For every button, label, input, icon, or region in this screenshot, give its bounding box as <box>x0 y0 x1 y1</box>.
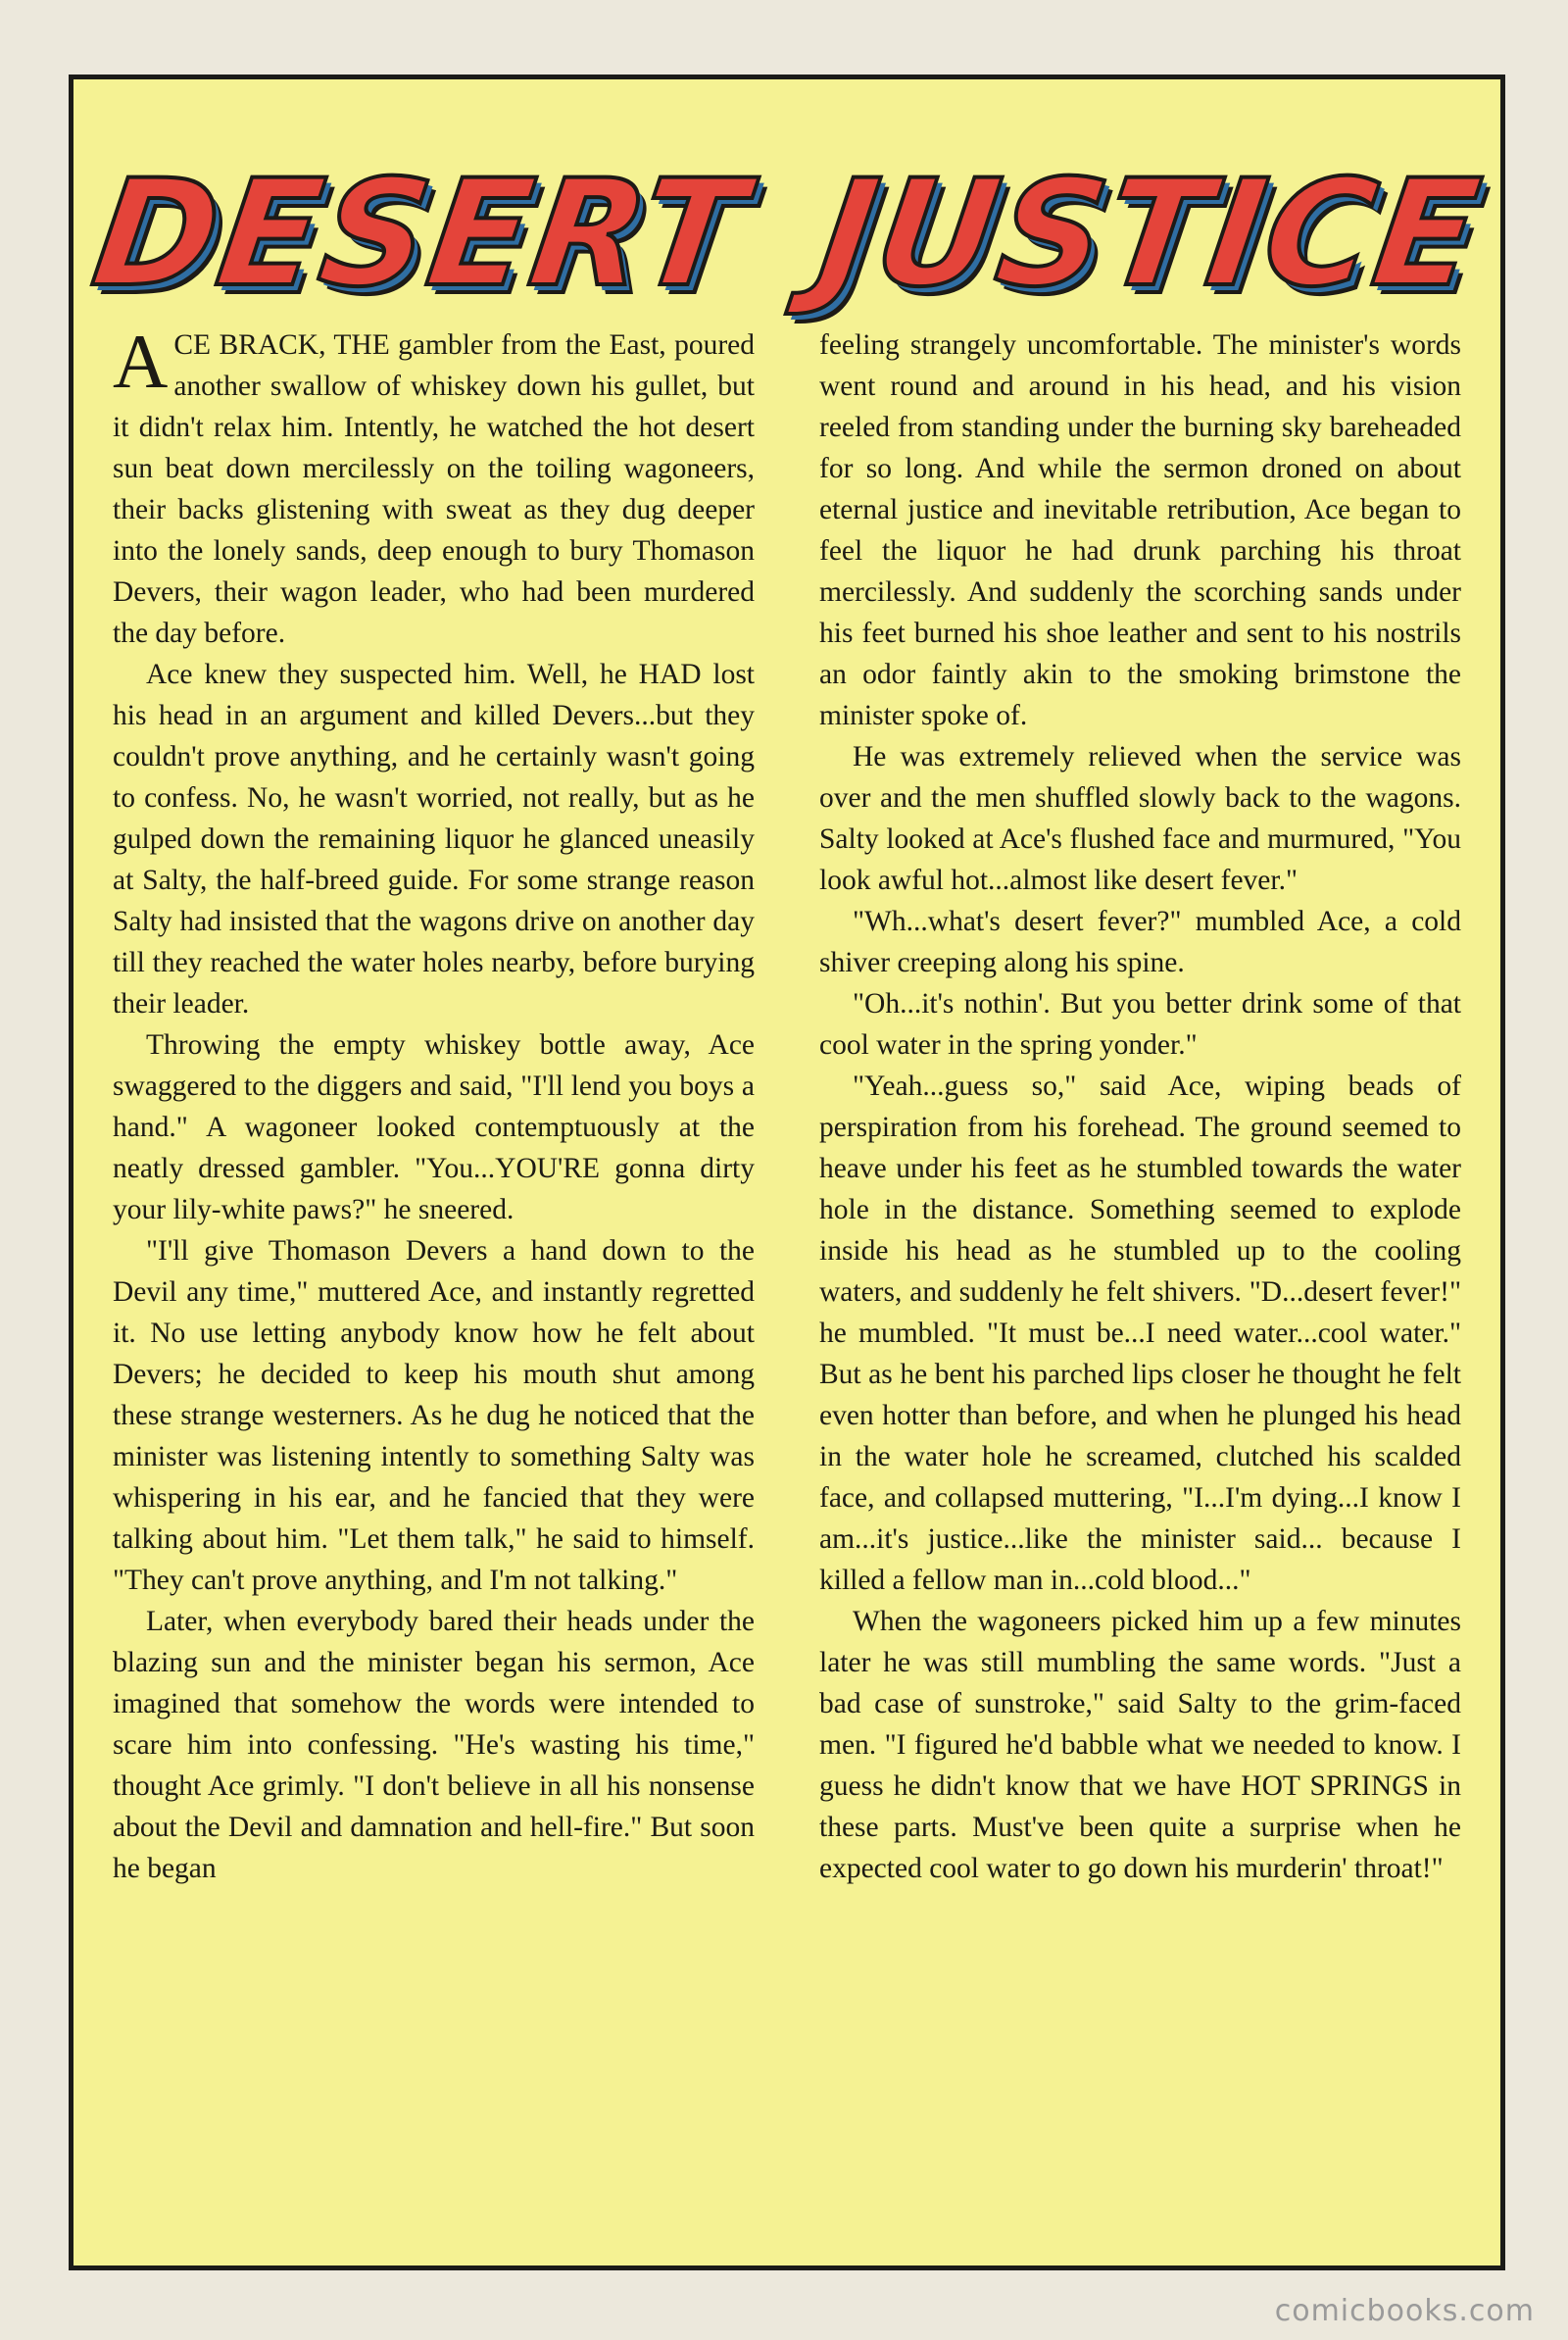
title-word-justice: JUSTICE <box>808 148 1491 320</box>
paragraph: feeling strangely uncomfortable. The minister's words went round and around in his head, and his vision reeled from standing under the burning sky bareheaded for so long. And while the sermon droned on about eternal justice and inevitable retribution, Ace began to feel the liquor he had drunk parching his throat mercilessly. And suddenly the scorching sands under his feet burned his shoe leather and sent to his nostrils an odor faintly akin to the smoking brimstone the minister spoke of. <box>819 329 1461 731</box>
paragraph: He was extremely relieved when the service was over and the men shuffled slowly back to the wagons. Salty looked at Ace's flushed face and murmured, "You look awful hot...almost like desert fever." <box>819 741 1461 896</box>
story-panel <box>69 75 1505 2270</box>
story-title <box>74 128 1500 339</box>
title-word-desert: DESERT <box>83 148 756 320</box>
site-watermark: comicbooks.com <box>1274 2294 1535 2328</box>
text-columns <box>113 319 1461 2226</box>
drop-cap: A <box>113 319 169 404</box>
paragraph: When the wagoneers picked him up a few minutes later he was still mumbling the same words. "Just a bad case of sunstroke," said Salty to the grim-faced men. "I figured he'd babble what we needed to know. I guess he didn't know that we have HOT SPRINGS in these parts. Must've been quite a surprise when he expected cool water to go down his murderin' throat!" <box>819 1606 1461 1884</box>
paragraph: "Oh...it's nothin'. But you better drink some of that cool water in the spring yonder." <box>819 988 1461 1061</box>
paragraph: Later, when everybody bared their heads under the blazing sun and the minister began his sermon, Ace imagined that somehow the words were intended to scare him into confessing. "He's wasting his time," thought Ace grimly. "I don't believe in all his nonsense about the Devil and damnation and hell-fire." But soon he began <box>113 1606 755 1884</box>
paragraph: Ace knew they suspected him. Well, he HAD lost his head in an argument and killed Devers...but they couldn't prove anything, and he certainly wasn't going to confess. No, he wasn't worried, not really, but as he gulped down the remaining liquor he glanced uneasily at Salty, the half-breed guide. For some strange reason Salty had insisted that the wagons drive on another day till they reached the water holes nearby, before burying their leader. <box>113 659 755 1020</box>
text-column-right <box>819 324 1461 2226</box>
paragraph <box>113 319 755 654</box>
paragraph-text: CE BRACK, THE gambler from the East, poured another swallow of whiskey down his gullet, but it didn't relax him. Intently, he watched the hot desert sun beat down mercilessly on the toiling wagoneers, their backs glistening with sweat as they dug deeper into the lonely sands, deep enough to bury Thomason Devers, their wagon leader, who had been murdered the day before. <box>113 329 755 649</box>
paragraph: "Wh...what's desert fever?" mumbled Ace, a cold shiver creeping along his spine. <box>819 906 1461 978</box>
paragraph: "I'll give Thomason Devers a hand down to the Devil any time," muttered Ace, and instantly regretted it. No use letting anybody know how he felt about Devers; he decided to keep his mouth shut among these strange westerners. As he dug he noticed that the minister was listening intently to something Salty was whispering in his ear, and he fancied that they were talking about him. "Let them talk," he said to himself. "They can't prove anything, and I'm not talking." <box>113 1235 755 1596</box>
text-column-left <box>113 319 755 2226</box>
paragraph: "Yeah...guess so," said Ace, wiping beads of perspiration from his forehead. The ground seemed to heave under his feet as he stumbled towards the water hole in the distance. Something seemed to explode inside his head as he stumbled up to the cooling waters, and suddenly he felt shivers. "D...desert fever!" he mumbled. "It must be...I need water...cool water." But as he bent his parched lips closer he thought he felt even hotter than before, and when he plunged his head in the water hole he screamed, clutched his scalded face, and collapsed muttering, "I...I'm dying...I know I am...it's justice...like the minister said... because I killed a fellow man in...cold blood..." <box>819 1070 1461 1596</box>
paragraph: Throwing the empty whiskey bottle away, Ace swaggered to the diggers and said, "I'll lend you boys a hand." A wagoneer looked contemptuously at the neatly dressed gambler. "You...YOU'RE gonna dirty your lily-white paws?" he sneered. <box>113 1029 755 1225</box>
